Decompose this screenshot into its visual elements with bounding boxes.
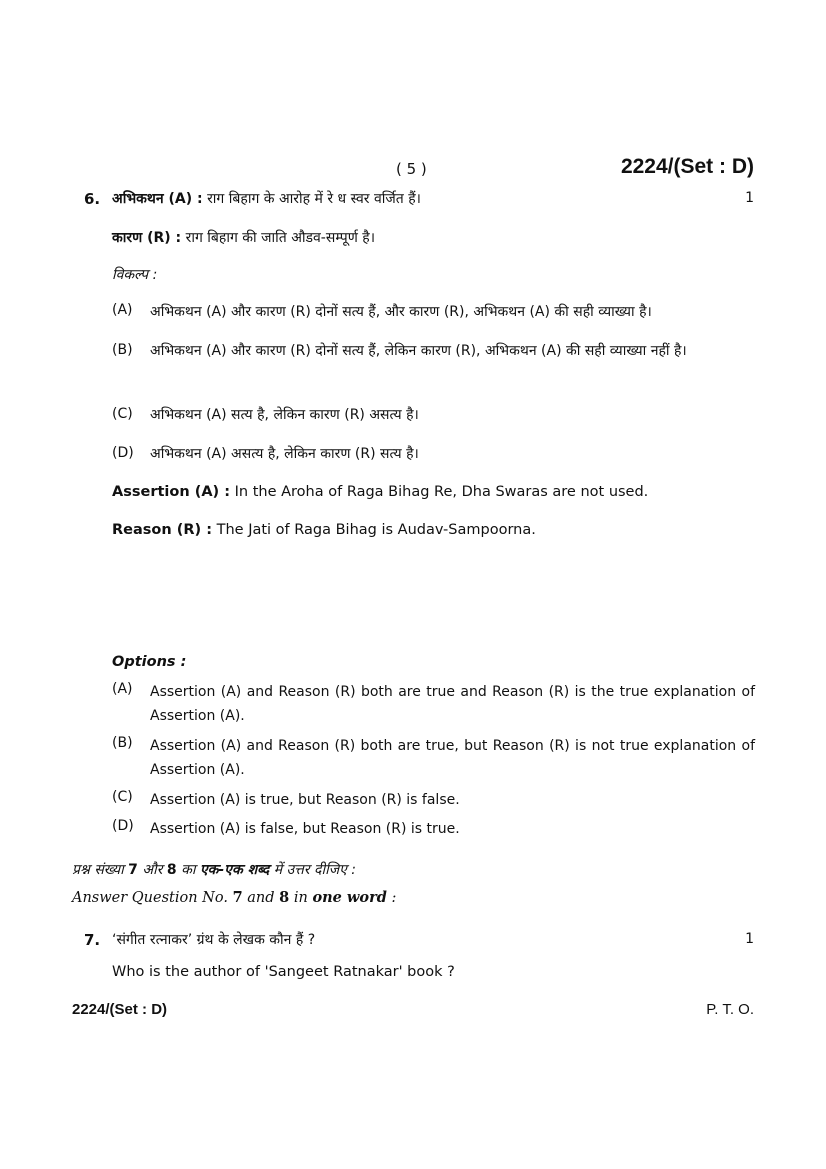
reason-en-text: The Jati of Raga Bihag is Audav-Sampoorna. <box>216 522 536 538</box>
instruction-en-num1: 7 <box>232 889 243 906</box>
instruction-hi-bold: एक-एक शब्द <box>199 862 270 878</box>
option-hi-c-text: अभिकथन (A) सत्य है, लेकिन कारण (R) असत्य है। <box>150 407 419 423</box>
option-en-a-text: Assertion (A) and Reason (R) both are true and Reason (R) is the true explanation of Assertion (A). <box>150 684 755 724</box>
option-en-b-text: Assertion (A) and Reason (R) both are true, but Reason (R) is not true explanation of Assertion (A). <box>150 738 755 778</box>
question-6-marks: 1 <box>745 190 754 206</box>
question-6-number: 6. <box>84 190 101 208</box>
instruction-en <box>72 886 396 910</box>
instruction-hi-part2: और <box>142 862 163 878</box>
option-en-d-text: Assertion (A) is false, but Reason (R) is true. <box>150 821 460 837</box>
reason-hi-label: कारण (R) : <box>112 230 182 246</box>
set-code-header: 2224/(Set : D) <box>620 155 754 178</box>
option-en-d-label: (D) <box>112 818 134 834</box>
assertion-hi-label: अभिकथन (A) : <box>112 191 203 207</box>
instruction-hi-num1: 7 <box>128 862 138 878</box>
option-hi-a-label: (A) <box>112 302 133 318</box>
options-en-heading: Options : <box>112 654 187 670</box>
question-7-hi-text: ‘संगीत रत्नाकर’ ग्रंथ के लेखक कौन हैं ? <box>112 932 316 948</box>
instruction-en-part3: in <box>293 890 308 906</box>
question-7-en-text: Who is the author of 'Sangeet Ratnakar' book ? <box>112 964 455 980</box>
reason-en-label: Reason (R) : <box>112 522 213 538</box>
reason-hi-text: राग बिहाग की जाति औडव-सम्पूर्ण है। <box>185 230 376 246</box>
option-en-c-text: Assertion (A) is true, but Reason (R) is false. <box>150 792 460 808</box>
page-number: ( 5 ) <box>396 160 427 178</box>
option-en-c-label: (C) <box>112 789 133 805</box>
instruction-hi-part4: में उत्तर दीजिए : <box>273 862 357 878</box>
assertion-hi <box>112 187 421 211</box>
option-hi-c-label: (C) <box>112 406 133 422</box>
option-hi-d-text: अभिकथन (A) असत्य है, लेकिन कारण (R) सत्य है। <box>150 446 419 462</box>
assertion-en-text: In the Aroha of Raga Bihag Re, Dha Swaras are not used. <box>234 484 649 500</box>
assertion-hi-text: राग बिहाग के आरोह में रे ध स्वर वर्जित हैं। <box>207 191 421 207</box>
footer-pto: P. T. O. <box>706 1001 754 1018</box>
option-hi-b-label: (B) <box>112 342 133 358</box>
footer-set-code: 2224/(Set : D) <box>72 1001 168 1018</box>
instruction-en-num2: 8 <box>279 889 290 906</box>
instruction-en-part2: and <box>247 890 275 906</box>
assertion-en <box>112 480 648 504</box>
instruction-hi <box>72 858 356 882</box>
question-7-marks: 1 <box>745 931 754 947</box>
instruction-en-part4: : <box>391 890 397 906</box>
reason-en <box>112 518 536 542</box>
option-en-b-label: (B) <box>112 735 133 751</box>
reason-hi <box>112 226 375 250</box>
option-hi-d-label: (D) <box>112 445 134 461</box>
instruction-en-part1: Answer Question No. <box>72 890 228 906</box>
instruction-hi-part3: का <box>181 862 196 878</box>
question-7-number: 7. <box>84 931 101 949</box>
option-hi-a-text: अभिकथन (A) और कारण (R) दोनों सत्य हैं, और कारण (R), अभिकथन (A) की सही व्याख्या है। <box>150 304 652 320</box>
assertion-en-label: Assertion (A) : <box>112 484 231 500</box>
instruction-hi-num2: 8 <box>166 862 177 878</box>
instruction-en-bold: one word <box>312 889 387 906</box>
instruction-hi-part1: प्रश्न संख्या <box>72 862 124 878</box>
option-hi-b-text: अभिकथन (A) और कारण (R) दोनों सत्य हैं, लेकिन कारण (R), अभिकथन (A) की सही व्याख्या नहीं है। <box>150 343 687 359</box>
option-en-a-label: (A) <box>112 681 133 697</box>
options-hi-heading: विकल्प : <box>112 267 158 283</box>
